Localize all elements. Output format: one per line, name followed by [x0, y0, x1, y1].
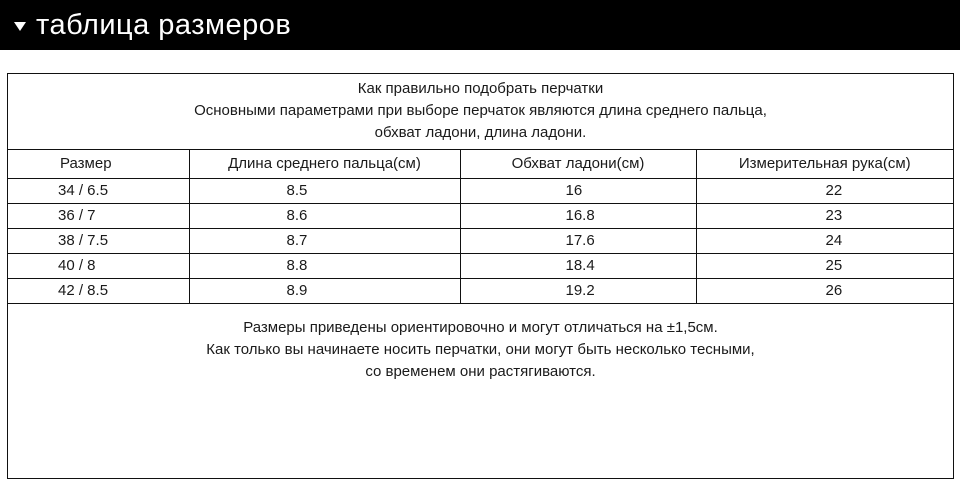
note-line: Как только вы начинаете носить перчатки, они могут быть несколько тесными,: [206, 341, 755, 358]
table-cell: 18.4: [460, 253, 696, 278]
table-row: [8, 278, 953, 303]
table-cell: 40 / 8: [8, 253, 189, 278]
table-cell: 23: [696, 203, 953, 228]
table-cell: 8.6: [189, 203, 460, 228]
table-row: [8, 178, 953, 203]
table-cell: 34 / 6.5: [8, 178, 189, 203]
table-row: [8, 253, 953, 278]
size-table: [8, 150, 953, 304]
table-cell: 25: [696, 253, 953, 278]
table-cell: 16.8: [460, 203, 696, 228]
intro-line: обхват ладони, длина ладони.: [374, 124, 587, 141]
table-cell: 8.7: [189, 228, 460, 253]
triangle-down-icon: [14, 22, 26, 31]
table-cell: 36 / 7: [8, 203, 189, 228]
intro-line: Как правильно подобрать перчатки: [357, 80, 604, 97]
table-cell: 16: [460, 178, 696, 203]
table-cell: 8.8: [189, 253, 460, 278]
page-title: таблица размеров: [36, 9, 292, 41]
column-header-palm-girth: Обхват ладони(см): [460, 150, 696, 178]
header-bar: [0, 0, 960, 50]
note-line: Размеры приведены ориентировочно и могут отличаться на ±1,5см.: [243, 319, 718, 336]
intro-text: [8, 74, 953, 150]
table-cell: 42 / 8.5: [8, 278, 189, 303]
table-cell: 26: [696, 278, 953, 303]
column-header-finger-length: Длина среднего пальца(см): [189, 150, 460, 178]
table-cell: 24: [696, 228, 953, 253]
table-cell: 22: [696, 178, 953, 203]
column-header-hand-measure: Измерительная рука(см): [696, 150, 953, 178]
notes-text: [8, 308, 953, 383]
column-header-size: Размер: [8, 150, 189, 178]
table-cell: 8.9: [189, 278, 460, 303]
intro-line: Основными параметрами при выборе перчаток являются длина среднего пальца,: [194, 102, 767, 119]
table-header-row: [8, 150, 953, 178]
table-cell: 17.6: [460, 228, 696, 253]
table-row: [8, 228, 953, 253]
table-row: [8, 203, 953, 228]
table-cell: 8.5: [189, 178, 460, 203]
size-chart: [7, 73, 954, 479]
table-cell: 38 / 7.5: [8, 228, 189, 253]
note-line: со временем они растягиваются.: [365, 363, 596, 380]
table-cell: 19.2: [460, 278, 696, 303]
